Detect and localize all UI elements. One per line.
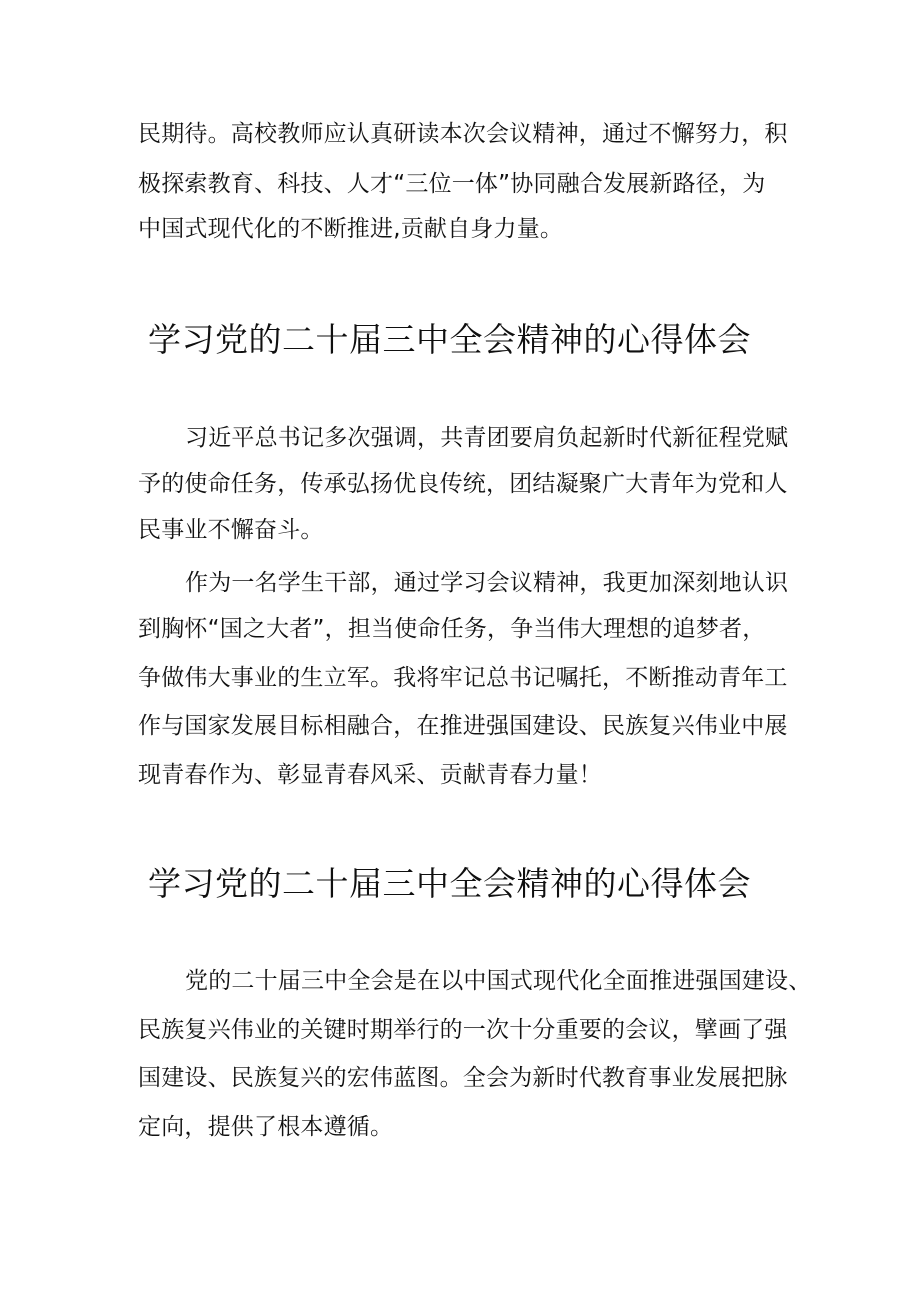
paragraph-line: 作为一名学生干部，通过学习会议精神，我更加深刻地认识 xyxy=(185,570,789,596)
paragraph-line: 习近平总书记多次强调，共青团要肩负起新时代新征程党赋 xyxy=(185,425,789,451)
paragraph-line: 民事业不懈奋斗。 xyxy=(138,517,324,543)
paragraph-line: 予的使命任务，传承弘扬优良传统，团结凝聚广大青年为党和人 xyxy=(138,471,788,497)
paragraph-line: 极探索教育、科技、人才“三位一体”协同融合发展新路径，为 xyxy=(138,171,766,197)
section-title: 学习党的二十届三中全会精神的心得体会 xyxy=(148,864,751,903)
section-title: 学习党的二十届三中全会精神的心得体会 xyxy=(148,320,751,359)
paragraph-line: 定向，提供了根本遵循。 xyxy=(138,1114,394,1140)
paragraph-line: 到胸怀“国之大者”，担当使命任务，争当伟大理想的追梦者， xyxy=(138,616,766,642)
paragraph-line: 国建设、民族复兴的宏伟蓝图。全会为新时代教育事业发展把脉 xyxy=(138,1065,788,1091)
paragraph-line: 中国式现代化的不断推进,贡献自身力量。 xyxy=(138,216,564,242)
paragraph-line: 作与国家发展目标相融合，在推进强国建设、民族复兴伟业中展 xyxy=(138,713,788,739)
paragraph-line: 民族复兴伟业的关键时期举行的一次十分重要的会议，擘画了强 xyxy=(138,1017,788,1043)
paragraph-line: 争做伟大事业的生立军。我将牢记总书记嘱托，不断推动青年工 xyxy=(138,665,788,691)
paragraph-line: 民期待。高校教师应认真研读本次会议精神，通过不懈努力，积 xyxy=(138,121,788,147)
paragraph-line: 现青春作为、彰显青春风采、贡献青春力量！ xyxy=(138,762,602,788)
paragraph-line: 党的二十届三中全会是在以中国式现代化全面推进强国建设、 xyxy=(185,968,812,994)
